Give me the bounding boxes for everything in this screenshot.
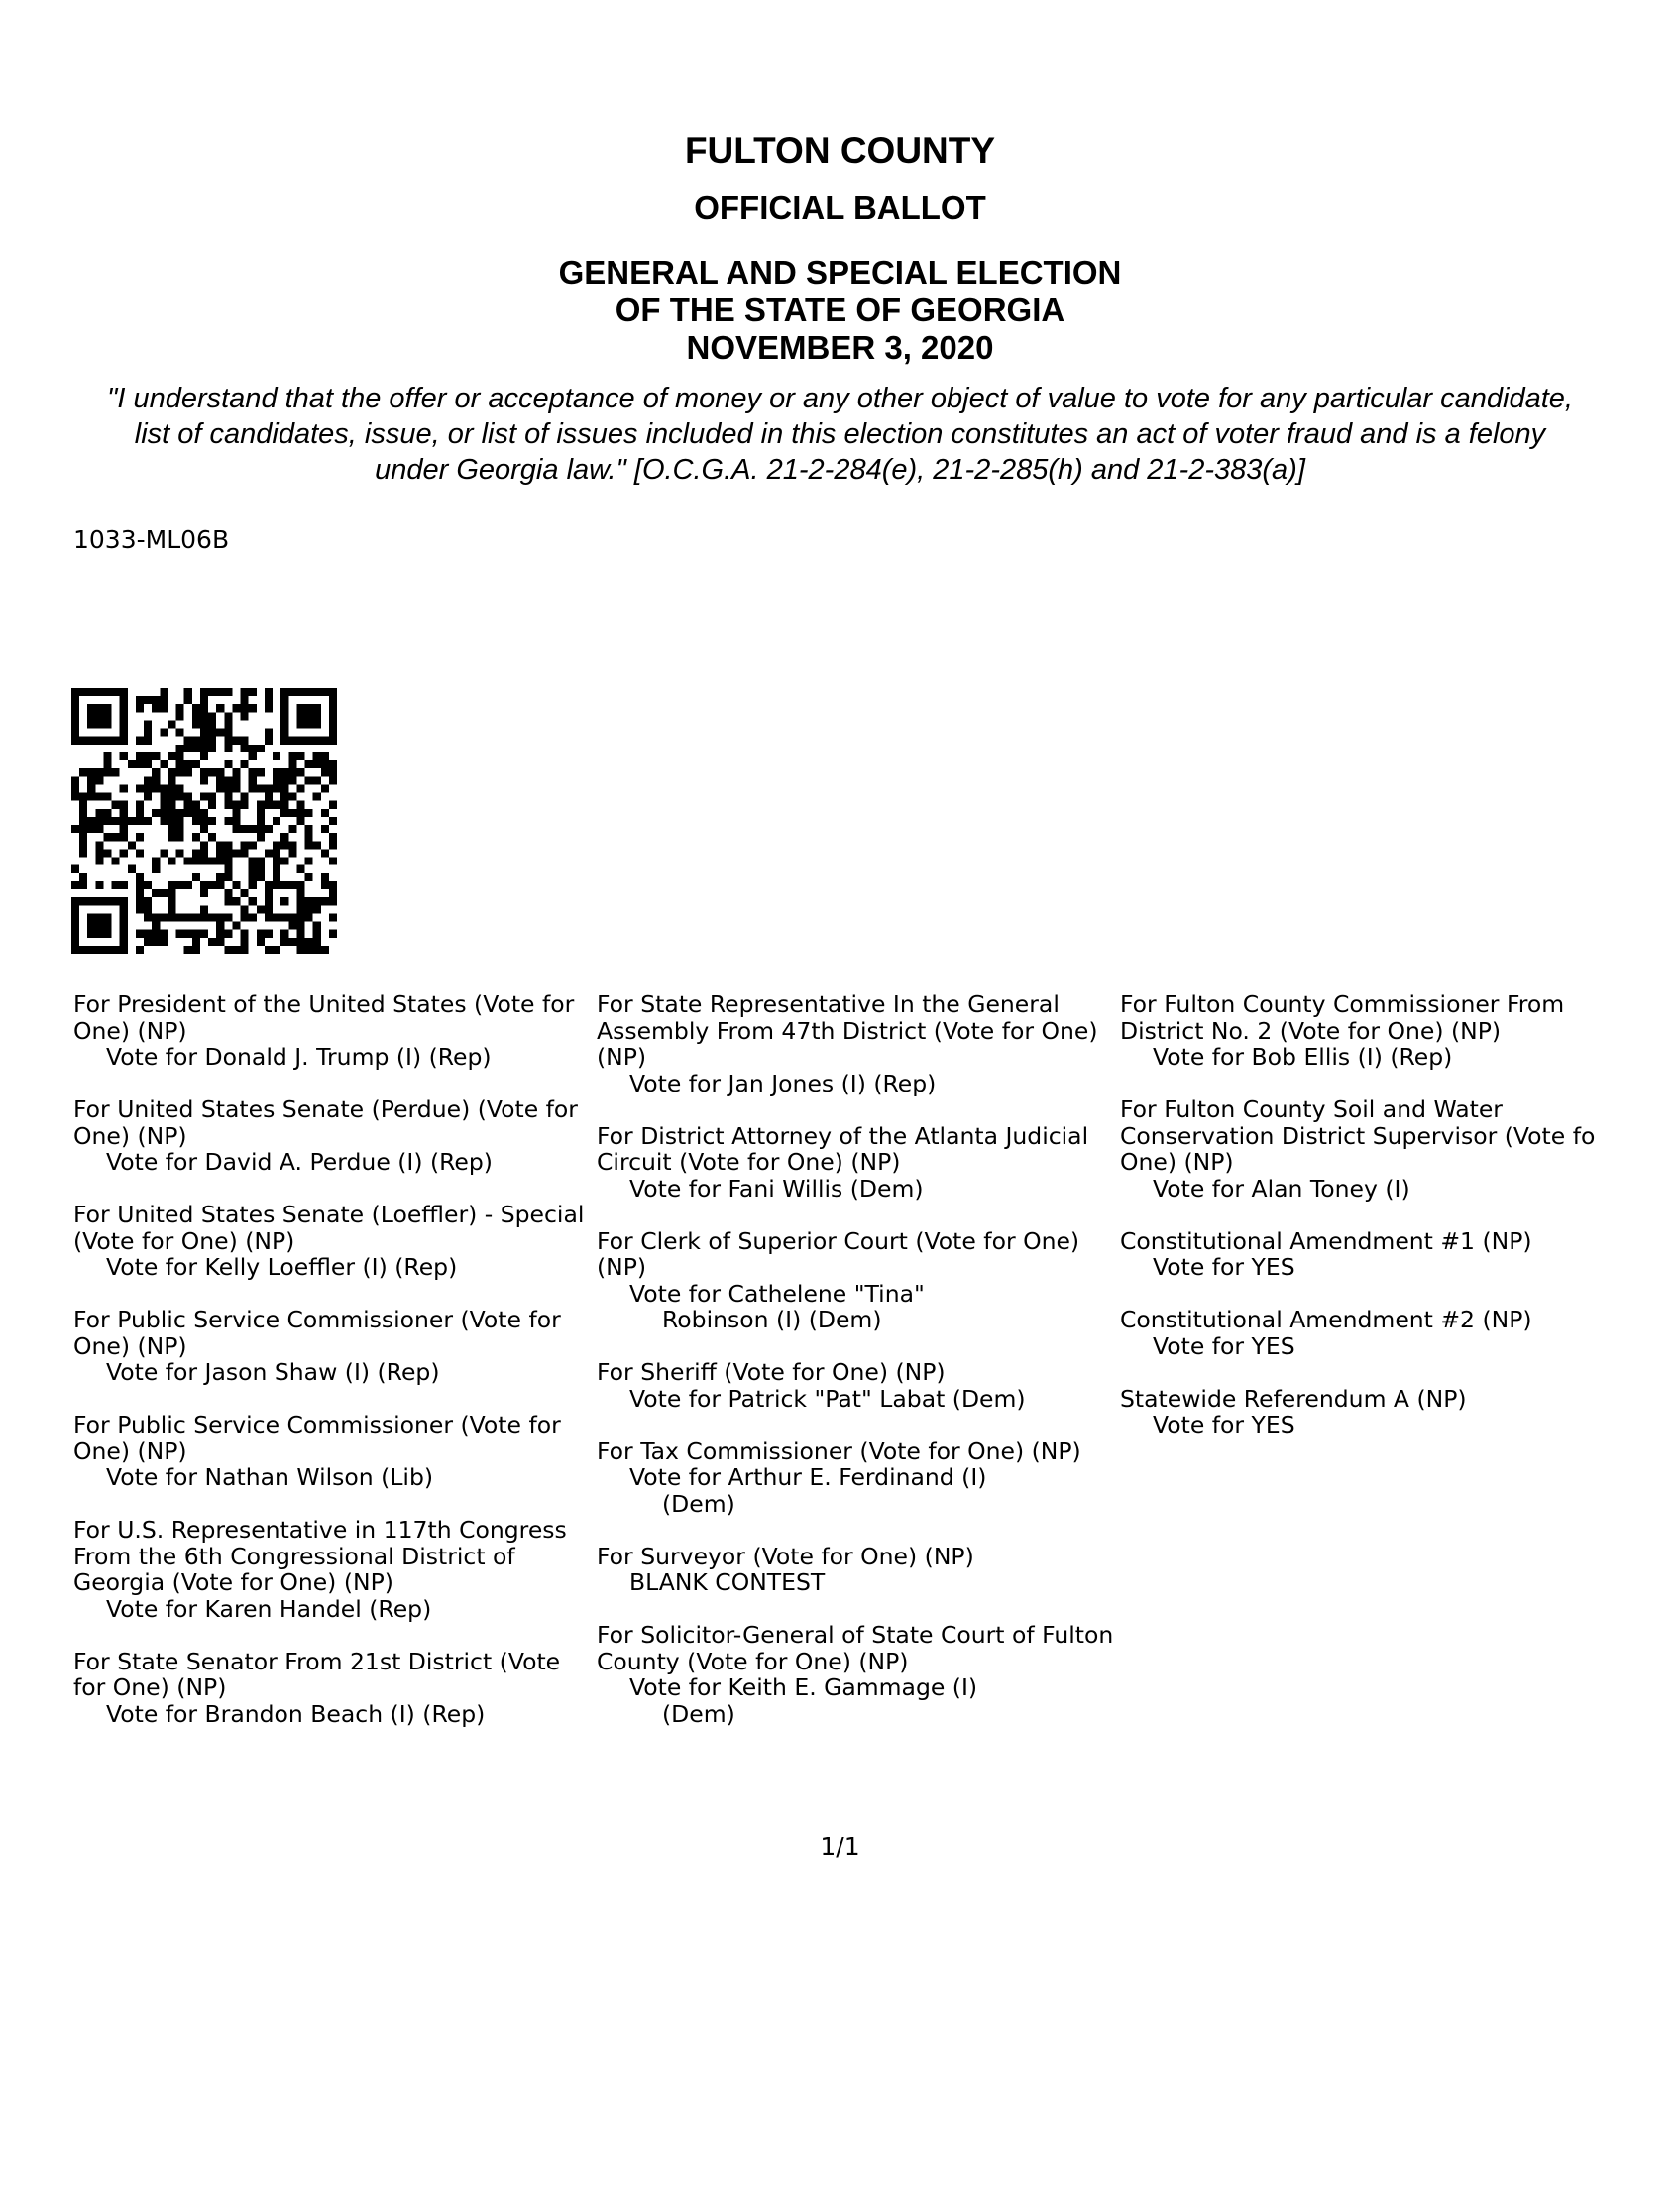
vote-selection: Vote for Kelly Loeffler (I) (Rep): [106, 1253, 458, 1281]
oath-line: "I understand that the offer or acceptance of money or any other object of value to vote for any particular candidate,: [107, 383, 1573, 414]
vote-selection: Vote for YES: [1153, 1411, 1295, 1438]
contest-block: [597, 991, 1120, 1096]
contest-title: For Tax Commissioner (Vote for One) (NP): [597, 1437, 1081, 1465]
vote-selection-continued: Robinson (I) (Dem): [662, 1306, 882, 1333]
contest-title: Constitutional Amendment #2 (NP): [1120, 1306, 1532, 1333]
vote-selection: Vote for Fani Willis (Dem): [629, 1174, 924, 1203]
contest-block: [1120, 1307, 1655, 1359]
oath-line: list of candidates, issue, or list of issues included in this election constitutes an act of voter fraud and is a felony: [134, 418, 1546, 450]
contest-title: For District Attorney of the Atlanta Judicial Circuit (Vote for One) (NP): [597, 1121, 1089, 1176]
contest-block: [1120, 991, 1655, 1071]
contest-block: [1120, 1228, 1655, 1281]
contest-block: [1120, 1096, 1655, 1202]
contest-column-2: [597, 991, 1120, 1754]
vote-selection: BLANK CONTEST: [629, 1568, 826, 1596]
contest-title: For Fulton County Soil and Water Conservation District Supervisor (Vote fo One) (NP): [1120, 1095, 1596, 1176]
contest-block: [597, 1622, 1120, 1727]
county-title: FULTON COUNTY: [684, 130, 996, 171]
contest-block: [597, 1228, 1120, 1333]
vote-selection: Vote for Nathan Wilson (Lib): [106, 1463, 434, 1491]
contest-title: For Surveyor (Vote for One) (NP): [597, 1542, 974, 1570]
vote-selection: Vote for Arthur E. Ferdinand (I): [629, 1463, 987, 1491]
contest-title: For Solicitor-General of State Court of Fulton County (Vote for One) (NP): [597, 1621, 1114, 1675]
contest-title: For Public Service Commissioner (Vote for One) (NP): [73, 1411, 561, 1465]
vote-selection: Vote for Bob Ellis (I) (Rep): [1153, 1043, 1453, 1071]
contest-block: [73, 1517, 589, 1622]
vote-selection: Vote for Brandon Beach (I) (Rep): [106, 1699, 486, 1728]
vote-selection: Vote for YES: [1153, 1331, 1295, 1360]
contest-block: [1120, 1386, 1655, 1438]
contest-block: [73, 1649, 589, 1728]
contest-block: [597, 1123, 1120, 1203]
vote-selection-continued: (Dem): [662, 1489, 735, 1518]
contest-title: For Fulton County Commissioner From District No. 2 (Vote for One) (NP): [1120, 990, 1565, 1045]
contest-title: For United States Senate (Perdue) (Vote for One) (NP): [73, 1095, 578, 1150]
contest-column-3: [1120, 991, 1655, 1464]
contest-title: For United States Senate (Loeffler) - Special (Vote for One) (NP): [73, 1201, 585, 1255]
contest-block: [73, 1307, 589, 1386]
contest-block: [73, 1202, 589, 1281]
vote-selection: Vote for Karen Handel (Rep): [106, 1594, 432, 1623]
contest-title: For Sheriff (Vote for One) (NP): [597, 1358, 946, 1386]
contest-title: For Clerk of Superior Court (Vote for One) (NP): [597, 1226, 1080, 1281]
contest-title: For U.S. Representative in 117th Congress From the 6th Congressional District of Georgia (Vote for One) (NP): [73, 1516, 567, 1596]
vote-selection-continued: (Dem): [662, 1699, 735, 1728]
vote-selection: Vote for Patrick "Pat" Labat (Dem): [629, 1384, 1026, 1413]
election-line: OF THE STATE OF GEORGIA: [615, 291, 1065, 328]
contest-block: [597, 1544, 1120, 1596]
vote-selection: Vote for Keith E. Gammage (I): [629, 1673, 978, 1701]
contest-block: [73, 1096, 589, 1176]
vote-selection: Vote for YES: [1153, 1253, 1295, 1281]
vote-selection: Vote for Cathelene "Tina": [629, 1279, 925, 1308]
qr-code: [71, 688, 337, 954]
vote-selection: Vote for Donald J. Trump (I) (Rep): [106, 1043, 492, 1071]
contest-block: [597, 1438, 1120, 1518]
contest-block: [73, 1412, 589, 1491]
contest-title: For President of the United States (Vote for One) (NP): [73, 990, 575, 1045]
ballot-header: [0, 129, 1680, 367]
ballot-type-title: OFFICIAL BALLOT: [694, 189, 986, 226]
contest-title: For Public Service Commissioner (Vote for One) (NP): [73, 1306, 561, 1360]
election-title: [0, 254, 1680, 367]
ballot-style-code: 1033-ML06B: [73, 525, 230, 554]
contest-block: [597, 1359, 1120, 1412]
contest-title: Statewide Referendum A (NP): [1120, 1384, 1467, 1413]
vote-selection: Vote for Alan Toney (I): [1153, 1174, 1410, 1203]
contest-title: For State Senator From 21st District (Vote for One) (NP): [73, 1647, 561, 1701]
vote-selection: Vote for Jason Shaw (I) (Rep): [106, 1358, 440, 1386]
vote-selection: Vote for Jan Jones (I) (Rep): [629, 1069, 937, 1097]
contest-title: For State Representative In the General Assembly From 47th District (Vote for One) (NP): [597, 990, 1098, 1071]
contest-title: Constitutional Amendment #1 (NP): [1120, 1226, 1532, 1255]
oath-line: under Georgia law." [O.C.G.A. 21-2-284(e), 21-2-285(h) and 21-2-383(a)]: [375, 454, 1305, 486]
voter-fraud-oath: [69, 381, 1611, 488]
election-date: NOVEMBER 3, 2020: [686, 329, 994, 366]
election-line: GENERAL AND SPECIAL ELECTION: [558, 254, 1122, 290]
contest-block: [73, 991, 589, 1071]
contest-column-1: [73, 991, 589, 1754]
vote-selection: Vote for David A. Perdue (I) (Rep): [106, 1148, 493, 1176]
page-number: 1/1: [820, 1832, 860, 1861]
